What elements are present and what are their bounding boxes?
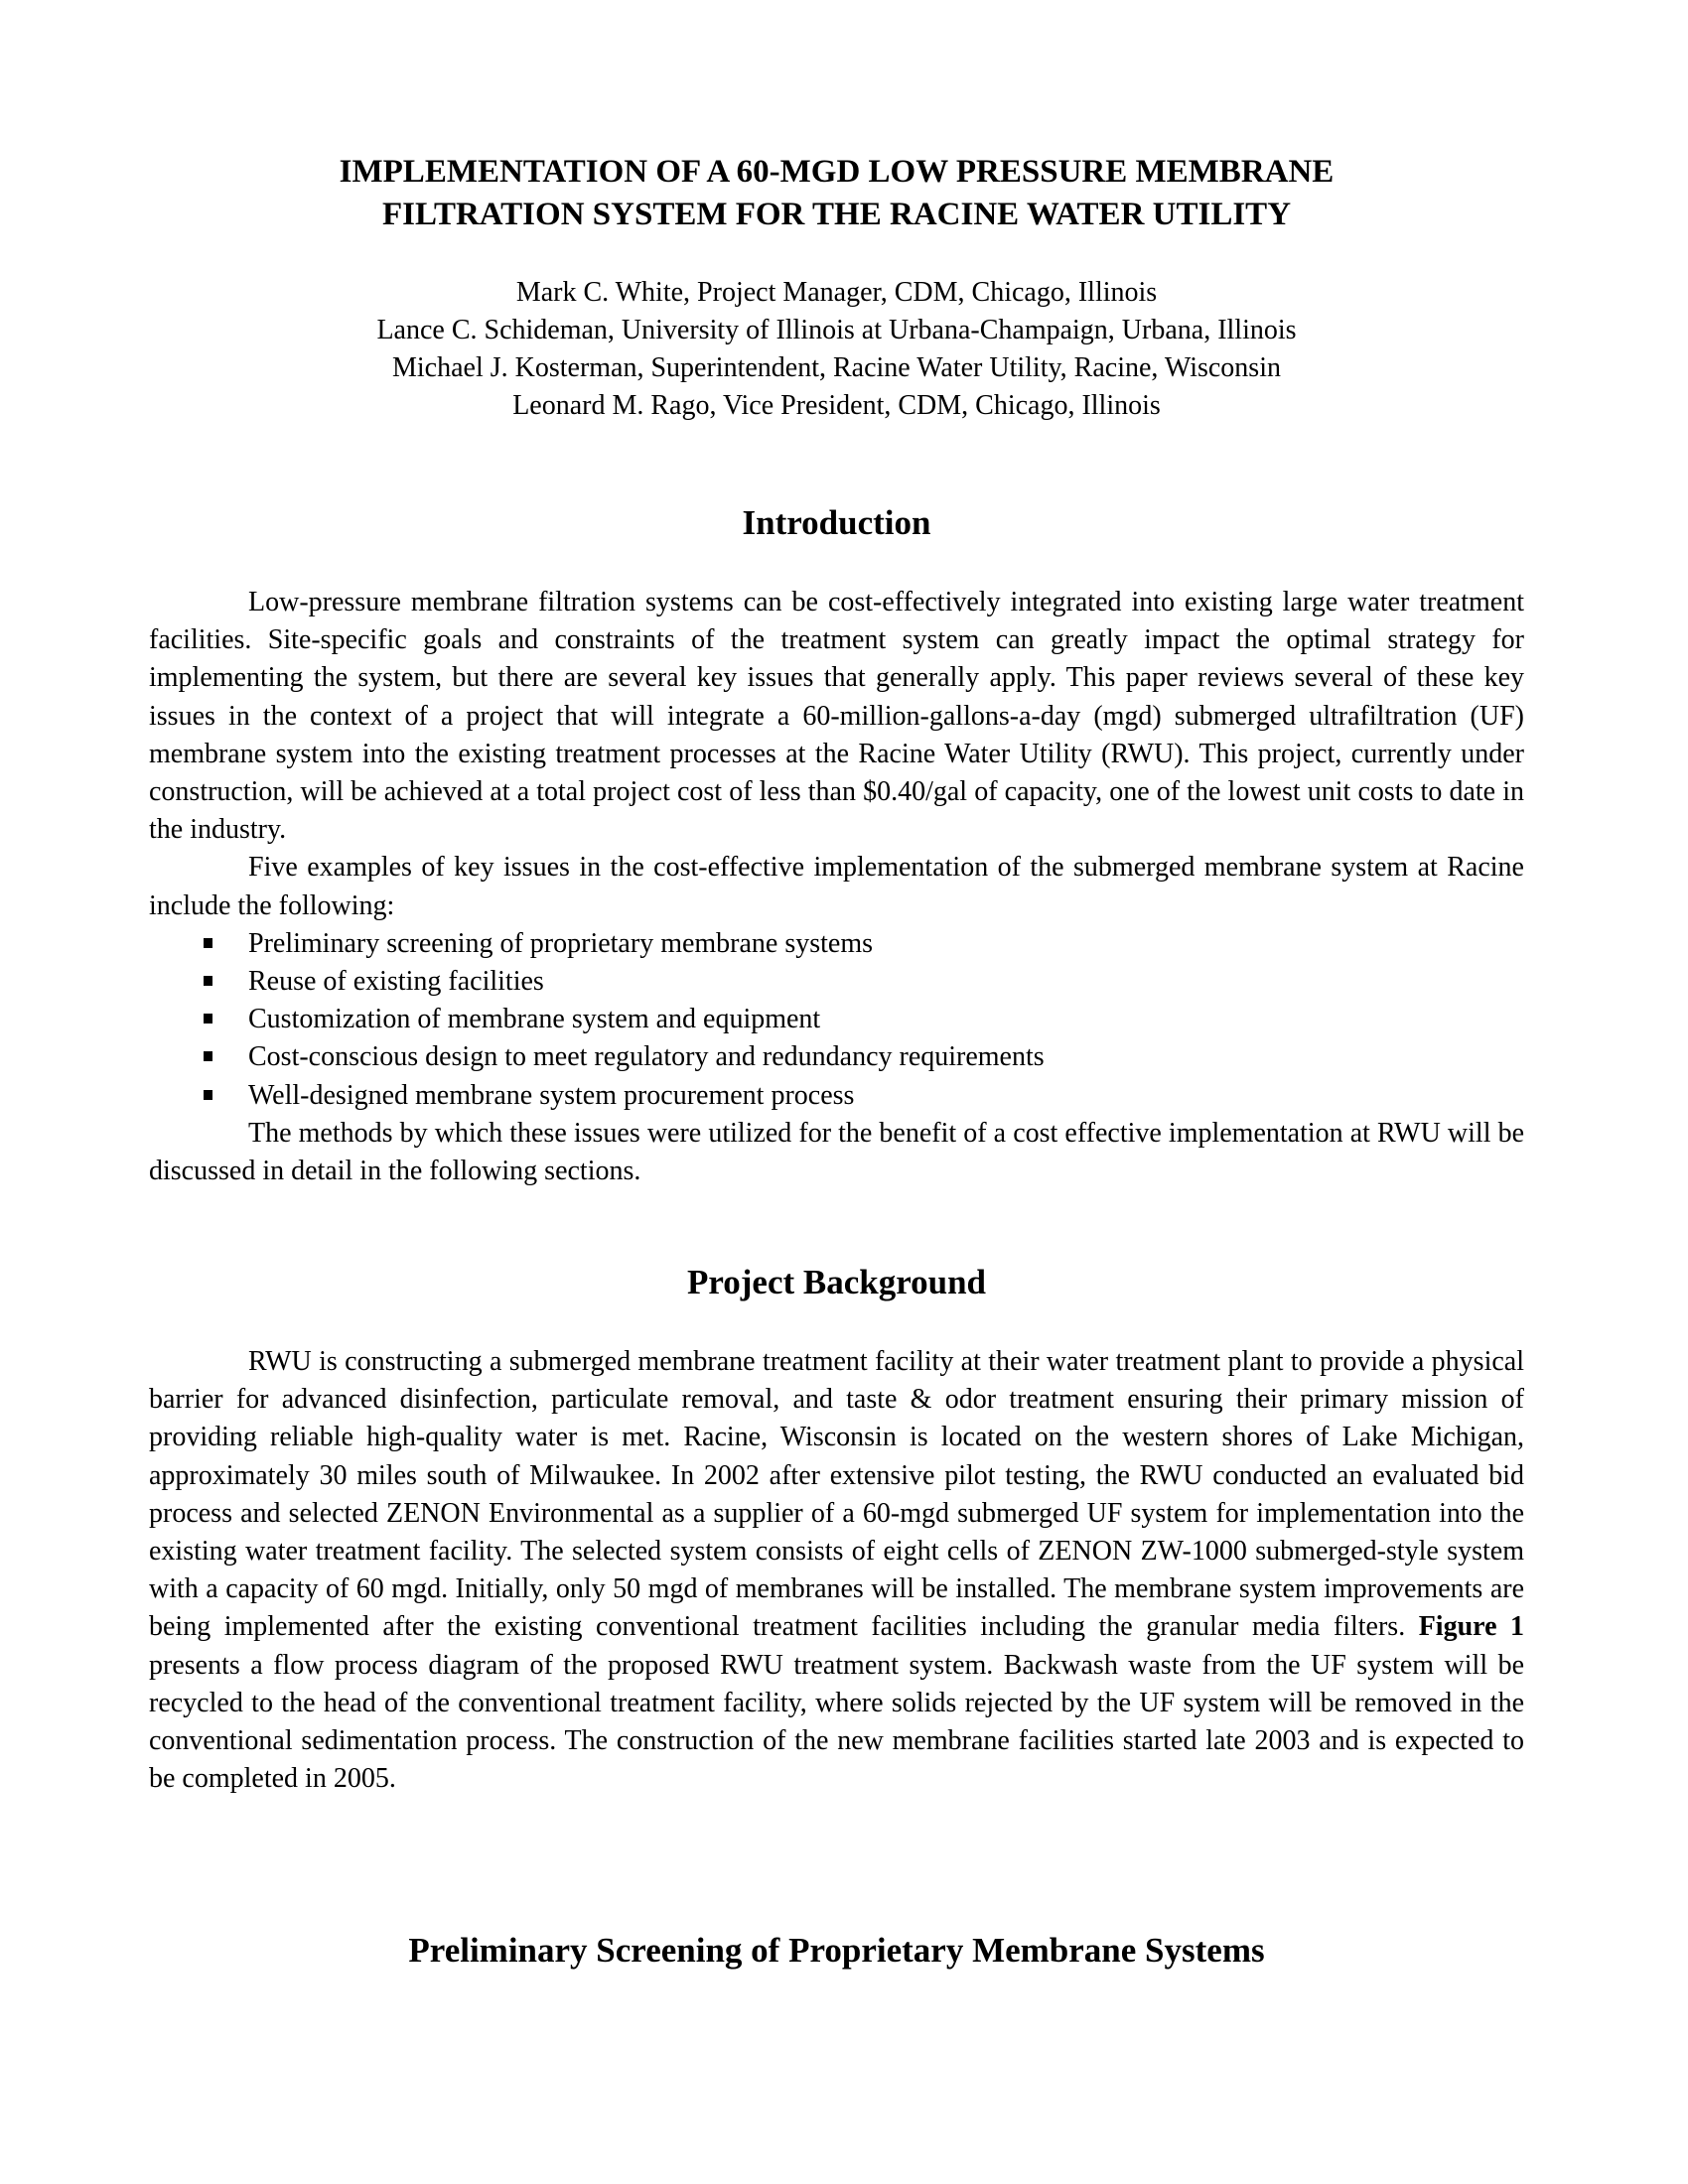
list-item	[149, 1077, 1524, 1115]
author-line: Leonard M. Rago, Vice President, CDM, Chicago, Illinois	[512, 390, 1161, 421]
list-item	[149, 1001, 1524, 1038]
list-item-text: Reuse of existing facilities	[248, 966, 544, 998]
introduction-paragraph-1: Low-pressure membrane filtration systems can be cost-effectively integrated into existing large water treatment facilities. Site-specific goals and constraints of the treatment system can greatly impact the optimal strategy for implementing the system, but there are several key issues that generally apply. This paper reviews several of these key issues in the context of a project that will integrate a 60-million-gallons-a-day (mgd) submerged ultrafiltration (UF) membrane system into the existing treatment processes at the Racine Water Utility (RWU). This project, currently under construction, will be achieved at a total project cost of less than $0.40/gal of capacity, one of the lowest unit costs to date in the industry.	[149, 587, 1524, 846]
author-line: Lance C. Schideman, University of Illinois at Urbana-Champaign, Urbana, Illinois	[376, 315, 1297, 345]
paper-title	[149, 151, 1524, 236]
square-bullet-icon	[204, 1051, 212, 1061]
background-text-part-2: presents a flow process diagram of the proposed RWU treatment system. Backwash waste from the UF system will be recycled to the head of the conventional treatment facility, where solids rejected by the UF system will be removed in the conventional sedimentation process. The construction of the new membrane facilities started late 2003 and is expected to be completed in 2005.	[149, 1649, 1524, 1795]
background-body	[149, 1343, 1524, 1798]
list-item-text: Preliminary screening of proprietary membrane systems	[248, 927, 874, 959]
section-heading-project-background: Project Background	[686, 1263, 987, 1301]
section-heading-preliminary-screening: Preliminary Screening of Proprietary Membrane Systems	[408, 1931, 1265, 1970]
introduction-body	[149, 584, 1524, 1190]
key-issues-list	[149, 925, 1524, 1115]
author-list	[149, 274, 1524, 425]
list-item-text: Customization of membrane system and equipment	[248, 1004, 821, 1035]
square-bullet-icon	[204, 1014, 212, 1024]
list-item	[149, 1038, 1524, 1076]
title-line-1: IMPLEMENTATION OF A 60-MGD LOW PRESSURE MEMBRANE	[339, 154, 1335, 190]
figure-1-reference: Figure 1	[1418, 1611, 1525, 1643]
background-paragraph	[149, 1343, 1524, 1798]
introduction-paragraph-3: The methods by which these issues were utilized for the benefit of a cost effective implementation at RWU will be discussed in detail in the following sections.	[149, 1117, 1524, 1187]
list-item	[149, 963, 1524, 1001]
author-line: Mark C. White, Project Manager, CDM, Chicago, Illinois	[515, 277, 1158, 308]
square-bullet-icon	[204, 938, 212, 948]
author-line: Michael J. Kosterman, Superintendent, Racine Water Utility, Racine, Wisconsin	[391, 352, 1281, 383]
list-item-text: Cost-conscious design to meet regulatory and redundancy requirements	[248, 1041, 1045, 1073]
square-bullet-icon	[204, 976, 212, 986]
list-item-text: Well-designed membrane system procurement process	[248, 1079, 855, 1111]
title-line-2: FILTRATION SYSTEM FOR THE RACINE WATER UTILITY	[381, 197, 1292, 232]
list-item	[149, 925, 1524, 963]
section-heading-introduction: Introduction	[742, 503, 931, 542]
background-text-part-1: RWU is constructing a submerged membrane treatment facility at their water treatment plant to provide a physical barrier for advanced disinfection, particulate removal, and taste & odor treatment ensuring their primary mission of providing reliable high-quality water is met. Racine, Wisconsin is located on the western shores of Lake Michigan, approximately 30 miles south of Milwaukee. In 2002 after extensive pilot testing, the RWU conducted an evaluated bid process and selected ZENON Environmental as a supplier of a 60-mgd submerged UF system for implementation into the existing water treatment facility. The selected system consists of eight cells of ZENON ZW-1000 submerged-style system with a capacity of 60 mgd. Initially, only 50 mgd of membranes will be installed. The membrane system improvements are being implemented after the existing conventional treatment facilities including the granular media filters.	[149, 1346, 1524, 1643]
square-bullet-icon	[204, 1090, 212, 1100]
introduction-paragraph-2: Five examples of key issues in the cost-effective implementation of the submerged membrane system at Racine include the following:	[149, 852, 1524, 921]
